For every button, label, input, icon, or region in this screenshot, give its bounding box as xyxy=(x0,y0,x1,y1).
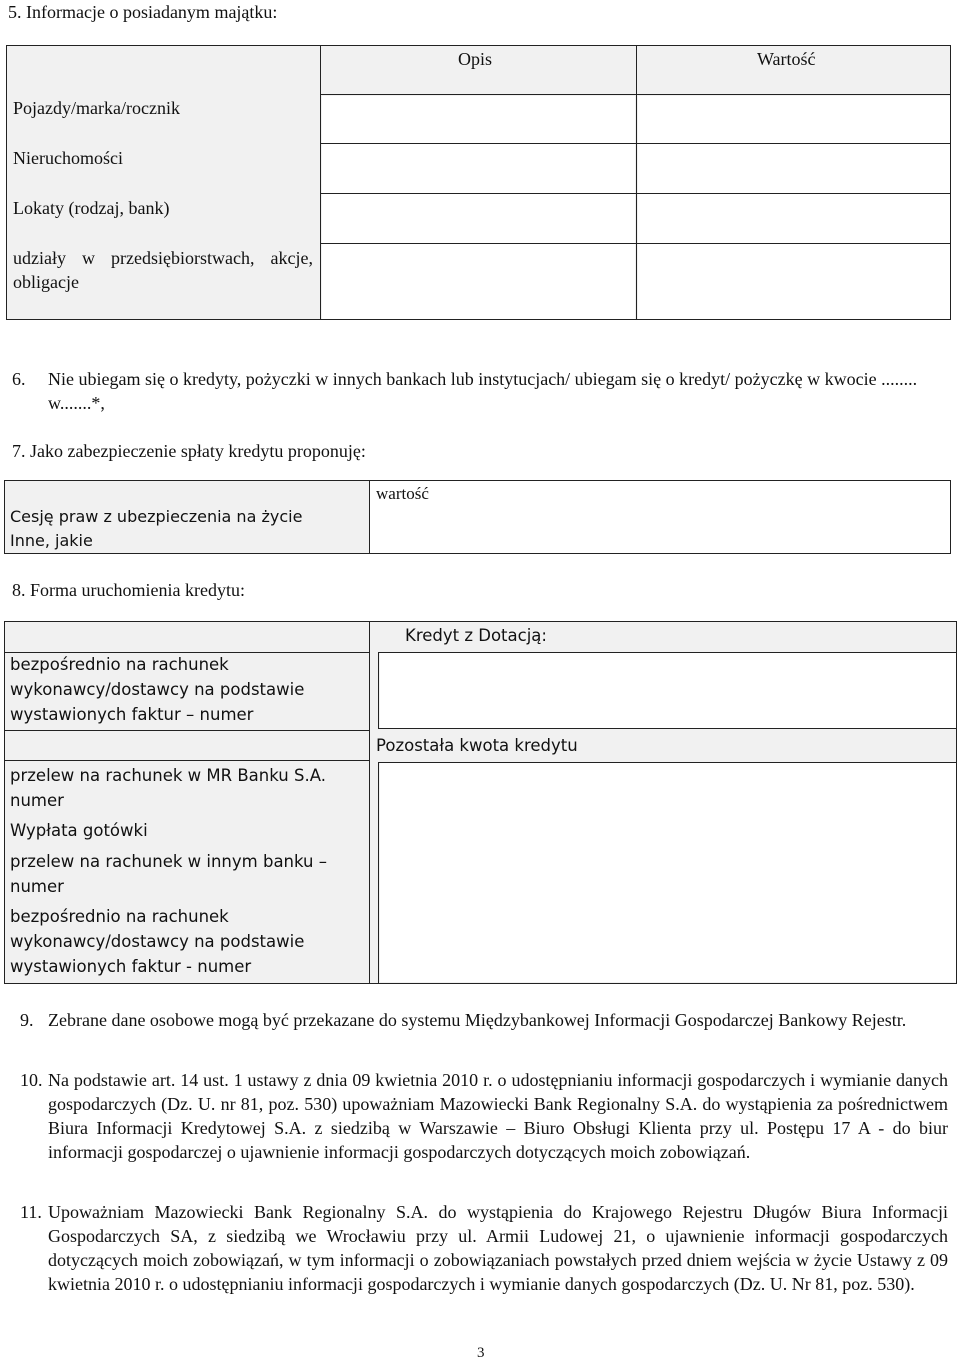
row-label-vehicles: Pojazdy/marka/rocznik xyxy=(13,98,180,118)
section10-number: 10. xyxy=(20,1070,43,1090)
col-wartosc-header: Wartość xyxy=(757,49,816,69)
disbursement-option-invoice: bezpośrednio na rachunek wykonawcy/dostawcy na podstawie wystawionych faktur – numer xyxy=(10,655,305,724)
section9-text: Zebrane dane osobowe mogą być przekazane do systemu Międzybankowej Informacji Gospodarczej Bankowy Rejestr. xyxy=(48,1010,907,1030)
section9-number: 9. xyxy=(20,1010,34,1030)
section10-text: Na podstawie art. 14 ust. 1 ustawy z dnia 09 kwietnia 2010 r. o udostępnianiu informacji gospodarczych i wymianie danych gospodarczych (Dz. U. nr 81, poz. 530) upoważniam Mazowiecki Bank Regionalny S.A. do wystąpienia za pośrednictwem Biura Informacji Kredytowej S.A. z siedzibą w Warszawie – Biuro Obsługi Klienta przy ul. Postępu 17 A - do biur informacji gospodarczej o ujawnienie informacji gospodarczych dotyczących moich zobowiązań. xyxy=(48,1070,948,1162)
collateral-option-insurance: Cesję praw z ubezpieczenia na życie xyxy=(10,507,303,526)
row-label-shares: udziały w przedsiębiorstwach, akcje, obligacje xyxy=(13,248,313,292)
disbursement-option-invoice-2: bezpośrednio na rachunek wykonawcy/dostawcy na podstawie wystawionych faktur - numer xyxy=(10,907,305,976)
disbursement-option-cash: Wypłata gotówki xyxy=(10,821,148,840)
col-opis-header: Opis xyxy=(458,49,493,69)
opis-cell[interactable] xyxy=(322,96,635,319)
row-label-deposits: Lokaty (rodzaj, bank) xyxy=(13,198,170,218)
section7-heading: 7. Jako zabezpieczenie spłaty kredytu proponuję: xyxy=(12,441,366,461)
wartosc-cell[interactable] xyxy=(638,96,950,319)
page-number: 3 xyxy=(477,1345,485,1361)
collateral-option-other: Inne, jakie xyxy=(10,531,93,550)
section6-text: Nie ubiegam się o kredyty, pożyczki w innych bankach lub instytucjach/ ubiegam się o kredyt/ pożyczkę w kwocie ........ w.......*, xyxy=(48,369,918,413)
collateral-wartosc-label: wartość xyxy=(376,484,429,503)
collateral-value-cell[interactable] xyxy=(370,480,951,554)
grant-credit-cell[interactable] xyxy=(380,652,956,728)
section11-number: 11. xyxy=(20,1202,42,1222)
disbursement-option-mr-bank: przelew na rachunek w MR Banku S.A. numer xyxy=(10,766,326,810)
remaining-credit-label: Pozostała kwota kredytu xyxy=(376,736,578,755)
remaining-credit-cell[interactable] xyxy=(380,762,956,982)
section6-number: 6. xyxy=(12,369,26,389)
disbursement-option-other-bank: przelew na rachunek w innym banku – numer xyxy=(10,852,328,896)
section5-heading: 5. Informacje o posiadanym majątku: xyxy=(8,2,278,22)
section11-text: Upoważniam Mazowiecki Bank Regionalny S.A. do wystąpienia do Krajowego Rejestru Długów Biura Informacji Gospodarczych SA, z siedzibą we Wrocławiu przy ul. Armii Ludowej 21, o ujawnienie informacji gospodarczych dotyczących moich zobowiązań, w tym informacji o zobowiązaniach powstałych przed dniem wejścia w życie Ustawy z 09 kwietnia 2010 r. o udostępnianiu informacji gospodarczych i wymianie danych gospodarczych (Dz. U. Nr 81, poz. 530). xyxy=(48,1202,948,1294)
row-label-property: Nieruchomości xyxy=(13,148,123,168)
grant-credit-label: Kredyt z Dotacją: xyxy=(405,626,547,645)
section8-heading: 8. Forma uruchomienia kredytu: xyxy=(12,580,245,600)
